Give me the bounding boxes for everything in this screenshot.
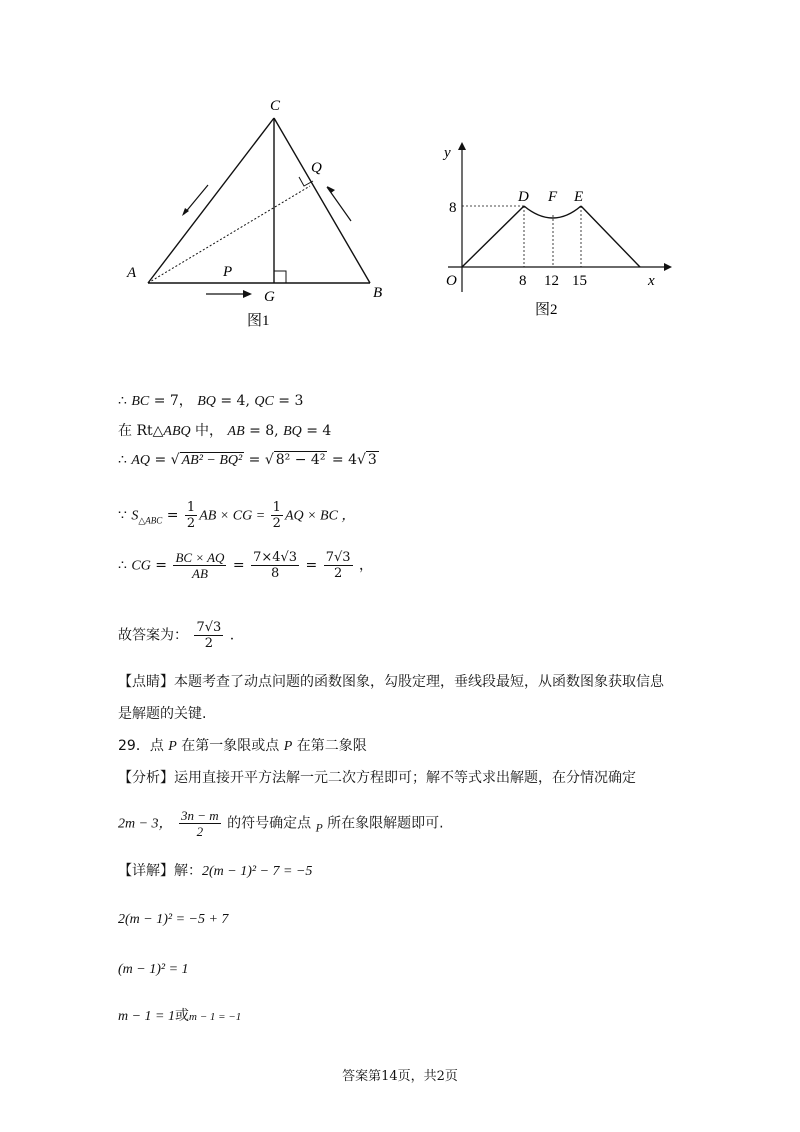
tick-y-8: 8 [449, 200, 457, 216]
figure-2 [430, 135, 675, 325]
question-29-answer: 29．点 P 在第一象限或点 P 在第二象限 [118, 738, 367, 754]
arc-def [524, 206, 581, 218]
tick-x-15: 15 [572, 273, 587, 289]
equation-line-2: (m − 1)² = 1 [118, 962, 189, 977]
label-o: O [446, 273, 457, 289]
segment-e-x [581, 206, 640, 267]
label-f: F [548, 189, 558, 205]
label-g: G [264, 289, 275, 305]
detail-line-1: 【详解】解：2(m − 1)² − 7 = −5 [118, 863, 313, 879]
label-q: Q [311, 160, 322, 176]
label-a: A [127, 265, 137, 281]
point-note-line-2: 是解题的关键. [118, 706, 207, 722]
label-b: B [373, 285, 383, 301]
analysis-line-2: 2m − 3， $\frac{3n - m}{2}$ 的符号确定点 $_P$ 所在象限解题即可. [118, 808, 444, 839]
tick-x-8: 8 [519, 273, 527, 289]
label-x: x [648, 273, 655, 289]
line-3: ∴ AQ = √ AB² − BQ² = √ 8² − 4² = 4√ 3 [118, 452, 377, 468]
page-footer: 答案第14页，共2页 [342, 1069, 458, 1084]
analysis-line-1: 【分析】运用直接开平方法解一元二次方程即可；解不等式求出解题，在分情况确定 [118, 770, 636, 786]
equation-line-1: 2(m − 1)² = −5 + 7 [118, 912, 229, 927]
side-cb [274, 118, 370, 283]
figure-1 [120, 95, 400, 340]
label-e: E [574, 189, 584, 205]
side-ac [148, 118, 274, 283]
equation-line-3: m − 1 = 1或m − 1 = −1 [118, 1008, 242, 1024]
line-1: ∴ BC = 7， BQ = 4, QC = 3 [118, 393, 304, 409]
label-p: P [223, 264, 233, 280]
tick-x-12: 12 [544, 273, 559, 289]
label-d: D [518, 189, 529, 205]
line-2: 在 Rt△ABQ 中， AB = 8, BQ = 4 [118, 423, 332, 439]
right-angle-g [274, 271, 286, 283]
line-5: ∴ CG = $\frac{BC \times AQ}{AB}$ = $\frac{7\times 4√3}{8}$ = $\frac{7√3}{2}$ ， [118, 550, 373, 581]
segment-od [462, 206, 524, 267]
caption-fig1: 图1 [247, 313, 270, 329]
label-y: y [444, 145, 451, 161]
point-note-line-1: 【点睛】本题考查了动点问题的函数图象，勾股定理，垂线段最短，从函数图象获取信息 [118, 674, 664, 690]
line-4: ∵ $S_{\triangle ABC}$ = $\frac{1}{2}$ AB × CG = $\frac{1}{2}$ AQ × BC ， [118, 500, 356, 531]
caption-fig2: 图2 [535, 302, 558, 318]
label-c: C [270, 98, 281, 114]
answer-line: 故答案为： $\frac{7√3}{2}$ . [118, 620, 235, 651]
